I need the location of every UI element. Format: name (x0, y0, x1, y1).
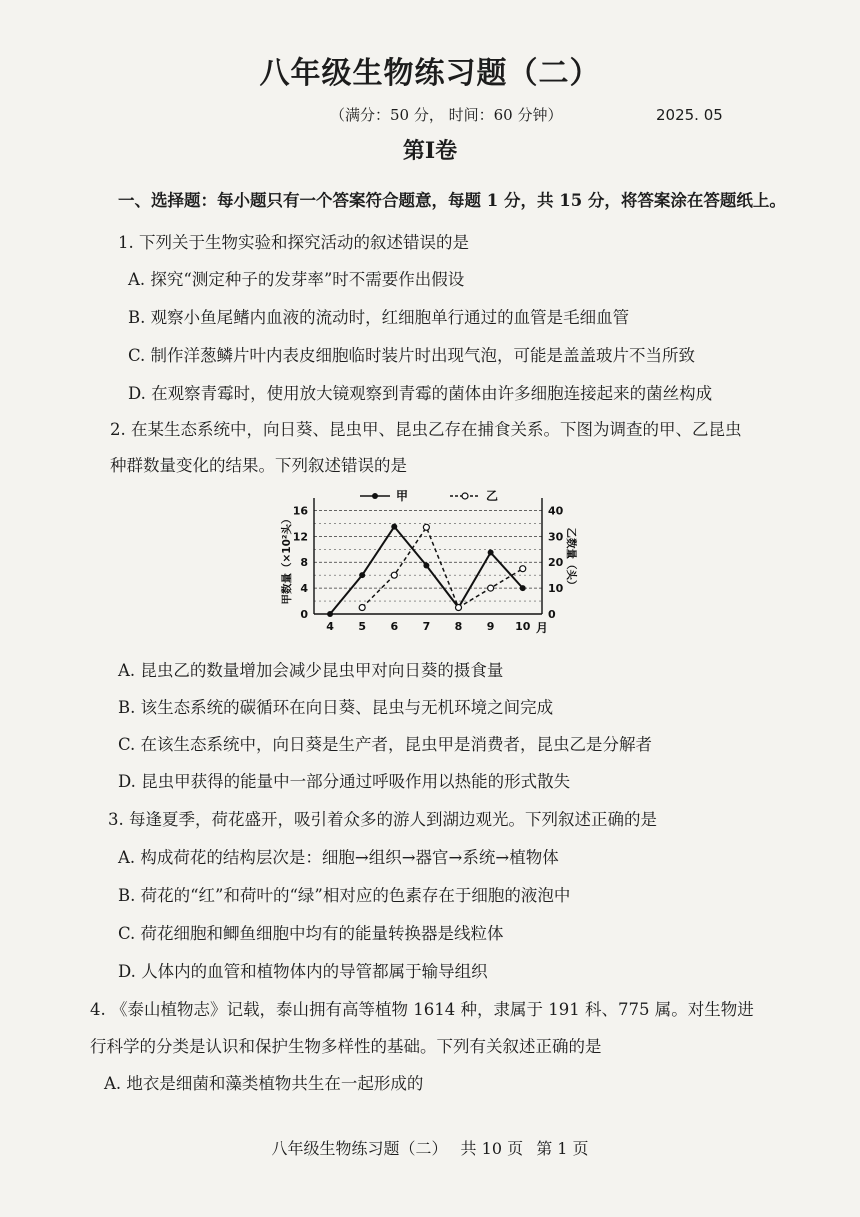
question-3-option-c: C. 荷花细胞和鲫鱼细胞中均有的能量转换器是线粒体 (118, 924, 504, 943)
legend-label-yi: 乙 (486, 489, 499, 503)
page-title: 八年级生物练习题（二） (259, 56, 601, 91)
section-heading: 一、选择题：每小题只有一个答案符合题意，每题 1 分，共 15 分，将答案涂在答题纸上。 (118, 191, 786, 210)
data-point-yi (456, 605, 462, 611)
score-time-info: （满分：50 分， 时间：60 分钟） (330, 106, 563, 124)
data-point-yi (520, 566, 526, 572)
question-1-stem: 1. 下列关于生物实验和探究活动的叙述错误的是 (118, 233, 469, 252)
question-2-option-d: D. 昆虫甲获得的能量中一部分通过呼吸作用以热能的形式散失 (118, 772, 571, 791)
x-tick-label: 5 (358, 620, 366, 633)
volume-heading: 第Ⅰ卷 (402, 138, 458, 164)
x-tick-label: 10 (515, 620, 531, 633)
data-point-yi (359, 605, 365, 611)
y-right-tick-label: 20 (548, 556, 564, 570)
question-2-option-a: A. 昆虫乙的数量增加会减少昆虫甲对向日葵的摄食量 (118, 661, 504, 680)
y-right-tick-label: 10 (548, 582, 564, 596)
question-4-stem-line-2: 行科学的分类是认识和保护生物多样性的基础。下列有关叙述正确的是 (90, 1037, 602, 1056)
legend-label-jia: 甲 (396, 489, 409, 503)
footer-title: 八年级生物练习题（二） (271, 1139, 448, 1158)
x-tick-label: 8 (454, 620, 463, 633)
series-line-jia (330, 527, 523, 614)
question-2-stem-line-1: 2. 在某生态系统中，向日葵、昆虫甲、昆虫乙存在捕食关系。下图为调查的甲、乙昆虫 (110, 420, 742, 439)
y-right-axis-title: 乙数量（头） (565, 527, 577, 591)
question-2-option-b: B. 该生态系统的碳循环在向日葵、昆虫与无机环境之间完成 (118, 698, 554, 717)
question-4-option-a: A. 地衣是细菌和藻类植物共生在一起形成的 (104, 1074, 424, 1093)
question-3-option-b: B. 荷花的“红”和荷叶的“绿”相对应的色素存在于细胞的液泡中 (118, 886, 571, 905)
data-point-jia (423, 562, 429, 568)
question-1-option-b: B. 观察小鱼尾鳍内血液的流动时，红细胞单行通过的血管是毛细血管 (128, 308, 630, 327)
question-1-option-d: D. 在观察青霉时，使用放大镜观察到青霉的菌体由许多细胞连接起来的菌丝构成 (128, 384, 713, 403)
question-3-option-a: A. 构成荷花的结构层次是：细胞→组织→器官→系统→植物体 (118, 848, 559, 867)
x-tick-label: 4 (326, 620, 334, 633)
question-3-stem: 3. 每逢夏季，荷花盛开，吸引着众多的游人到湖边观光。下列叙述正确的是 (108, 810, 657, 829)
exam-date: 2025. 05 (656, 106, 723, 124)
y-right-tick-label: 30 (548, 530, 564, 544)
x-tick-label: 9 (486, 620, 495, 633)
data-point-jia (327, 611, 333, 617)
y-left-tick-label: 0 (300, 608, 308, 621)
y-left-tick-label: 12 (292, 530, 308, 544)
y-left-tick-label: 4 (300, 582, 308, 596)
data-point-jia (520, 585, 526, 591)
data-point-jia (391, 524, 397, 530)
y-right-tick-label: 0 (548, 608, 556, 621)
question-1-option-a: A. 探究“测定种子的发芽率”时不需要作出假设 (128, 270, 465, 289)
data-point-yi (423, 524, 429, 530)
legend-marker-yi (462, 493, 468, 499)
data-point-yi (488, 585, 494, 591)
question-2-option-c: C. 在该生态系统中，向日葵是生产者，昆虫甲是消费者，昆虫乙是分解者 (118, 735, 653, 754)
footer-total-pages: 共 10 页 (460, 1139, 524, 1158)
question-2-stem-line-2: 种群数量变化的结果。下列叙述错误的是 (110, 456, 407, 475)
question-1-option-c: C. 制作洋葱鳞片叶内表皮细胞临时装片时出现气泡，可能是盖盖玻片不当所致 (128, 346, 696, 365)
data-point-yi (391, 572, 397, 578)
question-3-option-d: D. 人体内的血管和植物体内的导管都属于输导组织 (118, 962, 488, 981)
question-4-stem-line-1: 4. 《泰山植物志》记载，泰山拥有高等植物 1614 种，隶属于 191 科、775 属。对生物进 (90, 1000, 754, 1019)
y-left-axis-title: 甲数量（×10²头） (281, 513, 293, 605)
legend-marker-jia (372, 493, 378, 499)
page-footer (0, 1136, 860, 1159)
x-tick-label: 6 (390, 620, 399, 633)
footer-page-number: 第 1 页 (536, 1139, 589, 1158)
population-chart (262, 486, 577, 646)
y-left-tick-label: 8 (300, 556, 308, 570)
data-point-jia (488, 550, 494, 556)
x-tick-label: 7 (422, 620, 431, 633)
x-unit-label: 月 (536, 621, 549, 635)
y-left-tick-label: 16 (292, 504, 308, 518)
data-point-jia (359, 572, 365, 578)
y-right-tick-label: 40 (548, 504, 564, 518)
